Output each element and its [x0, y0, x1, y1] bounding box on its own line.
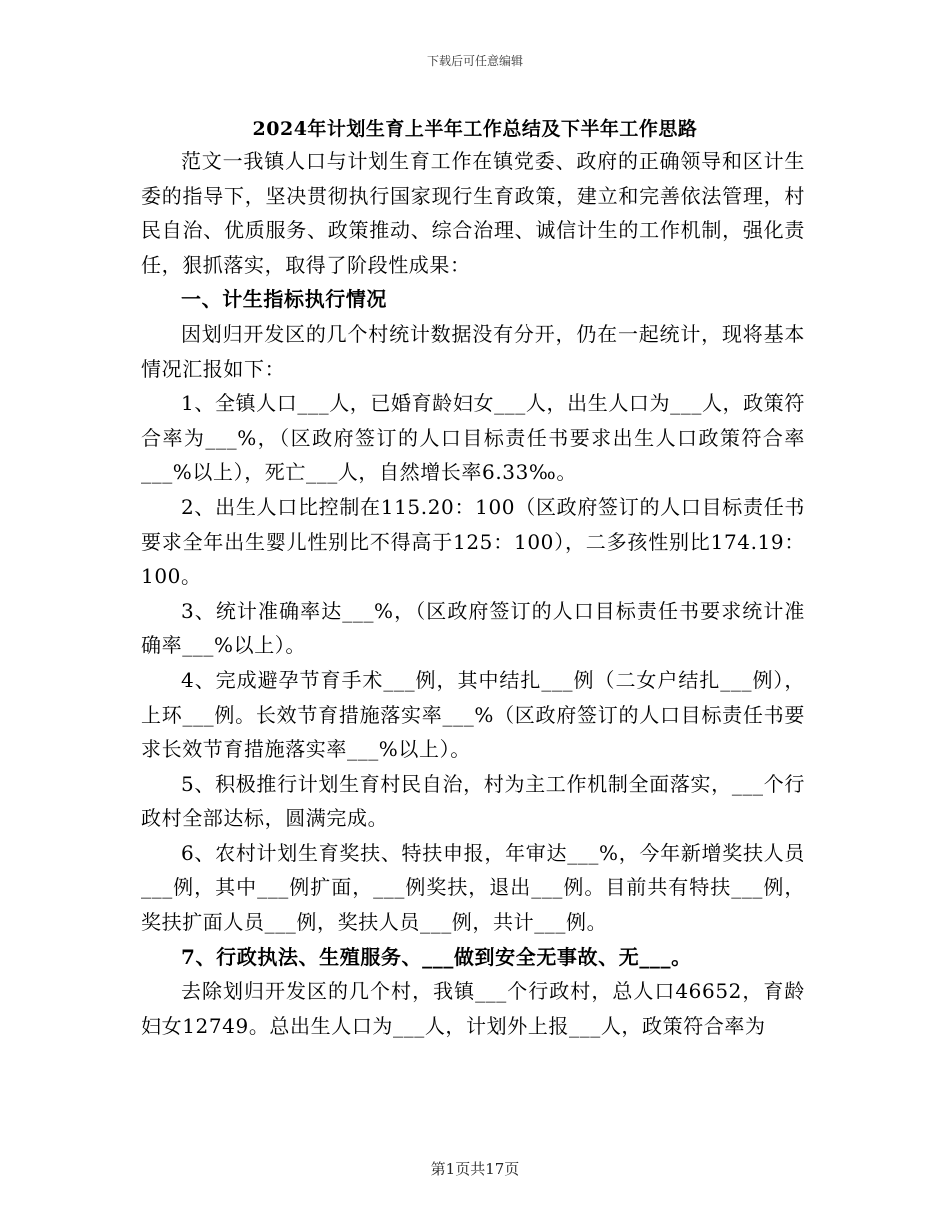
paragraph-intro: 范文一我镇人口与计划生育工作在镇党委、政府的正确领导和区计生委的指导下，坚决贯彻执行国家现行生育政策，建立和完善依法管理，村民自治、优质服务、政策推动、综合治理、诚信计生的工作机制，强化责任，狠抓落实，取得了阶段性成果：: [141, 149, 805, 277]
document-body: [141, 144, 805, 1043]
list-item-6: 6、农村计划生育奖扶、特扶申报，年审达___%，今年新增奖扶人员___例，其中___例扩面，___例奖扶，退出___例。目前共有特扶___例，奖扶扩面人员___例，奖扶人员___例，共计___例。: [141, 840, 805, 935]
paragraph: 去除划归开发区的几个村，我镇___个行政村，总人口46652，育龄妇女12749。总出生人口为___人，计划外上报___人，政策符合率为: [141, 979, 805, 1038]
page-number: 第1页共17页: [430, 1160, 520, 1178]
list-item-3: 3、统计准确率达___%，（区政府签订的人口目标责任书要求统计准确率___%以上）。: [141, 598, 805, 658]
list-item-1: 1、全镇人口___人，已婚育龄妇女___人，出生人口为___人，政策符合率为___%，（区政府签订的人口目标责任书要求出生人口政策符合率___%以上），死亡___人，自然增长率6.33‰。: [141, 391, 805, 485]
list-item-5: 5、积极推行计划生育村民自治，村为主工作机制全面落实，___个行政村全部达标，圆满完成。: [141, 771, 805, 831]
paragraph: 因划归开发区的几个村统计数据没有分开，仍在一起统计，现将基本情况汇报如下：: [141, 321, 805, 381]
page-header-note: 下载后可任意编辑: [426, 54, 523, 68]
list-item-7: 7、行政执法、生殖服务、___做到安全无事故、无___。: [181, 944, 692, 969]
list-item-4: 4、完成避孕节育手术___例，其中结扎___例（二女户结扎___例），上环___例。长效节育措施落实率___%（区政府签订的人口目标责任书要求长效节育措施落实率___%以上）。: [141, 667, 805, 762]
list-item-2: 2、出生人口比控制在115.20：100（区政府签订的人口目标责任书要求全年出生婴儿性别比不得高于125：100），二多孩性别比174.19：100。: [141, 494, 805, 589]
document-title: 2024年计划生育上半年工作总结及下半年工作思路: [252, 118, 698, 140]
section-heading-1: 一、计生指标执行情况: [181, 287, 387, 312]
